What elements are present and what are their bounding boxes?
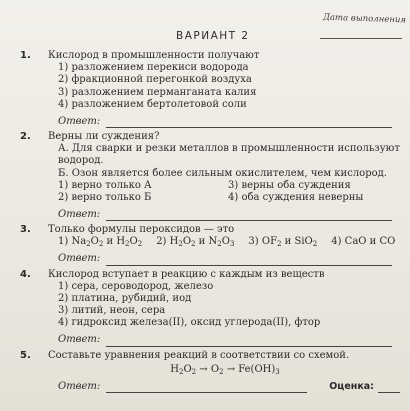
- question-number: 5.: [20, 349, 31, 361]
- answer-row: [58, 207, 400, 221]
- option: 3) $OF_2$ и SiO$_2$: [248, 236, 318, 249]
- question-4: [20, 269, 400, 347]
- statement-b: Б. Озон является более сильным окислителем, чем кислород.: [58, 167, 387, 179]
- answer-line[interactable]: [106, 255, 392, 266]
- option: 2) $H_2O_2$ и $N_2O_3$: [156, 236, 235, 249]
- question-text: Только формулы пероксидов — это: [48, 224, 235, 236]
- question-1: [20, 50, 400, 128]
- option: 1) $Na_2O_2$ и $H_2O_2$: [58, 236, 143, 249]
- option: 4) CaO и CO: [331, 236, 396, 248]
- question-number: 4.: [20, 268, 31, 280]
- option: 3) верны оба суждения: [228, 179, 351, 191]
- answer-row: [58, 333, 400, 347]
- question-text: Кислород в промышленности получают: [48, 50, 260, 61]
- option: 4) гидроксид железа(II), оксид углерода(II), фтор: [58, 317, 321, 329]
- options-row: [58, 236, 400, 248]
- variant-title: ВАРИАНТ 2: [176, 30, 250, 42]
- option: 4) оба суждения неверны: [228, 192, 364, 204]
- question-text: Составьте уравнения реакций в соответствии со схемой.: [48, 349, 350, 361]
- answer-line[interactable]: [106, 382, 307, 393]
- grade-label: Оценка:: [329, 380, 374, 392]
- statement-a: А. Для сварки и резки металлов в промышленности используют водород.: [58, 143, 400, 167]
- option: 3) разложением перманганата калия: [58, 86, 257, 98]
- question-3: [20, 224, 400, 265]
- date-line: [320, 38, 402, 39]
- answer-label: Ответ:: [58, 334, 101, 346]
- answer-line[interactable]: [106, 336, 392, 347]
- answer-row: [58, 379, 400, 393]
- option: 4) разложением бертолетовой соли: [58, 98, 247, 110]
- question-5: [20, 350, 400, 393]
- answer-row: [58, 252, 400, 266]
- option: 1) разложением перекиси водорода: [58, 62, 249, 74]
- grade-line[interactable]: [378, 382, 400, 393]
- answer-label: Ответ:: [58, 380, 101, 392]
- option: 1) сера, сероводород, железо: [58, 280, 214, 292]
- question-text: Верны ли суждения?: [48, 131, 160, 143]
- answer-label: Ответ:: [58, 115, 101, 127]
- options-list: [58, 62, 400, 111]
- date-label: Дата выполнения: [322, 12, 407, 26]
- options-grid: [58, 180, 400, 204]
- reaction-scheme: $H_2O_2 \to O_2 \to Fe(OH)_3$: [170, 363, 280, 376]
- statements: [58, 143, 400, 180]
- question-number: 2.: [20, 131, 31, 143]
- answer-label: Ответ:: [58, 209, 101, 221]
- option: 2) платина, рубидий, иод: [58, 293, 192, 305]
- answer-line[interactable]: [106, 117, 392, 128]
- options-list: [58, 281, 400, 330]
- option: 2) фракционной перегонкой воздуха: [58, 74, 252, 86]
- option: 1) верно только А: [58, 179, 152, 191]
- option: 2) верно только Б: [58, 192, 152, 204]
- option: 3) литий, неон, сера: [58, 305, 166, 317]
- question-text: Кислород вступает в реакцию с каждым из веществ: [48, 268, 325, 280]
- question-2: [20, 131, 400, 221]
- answer-row: [58, 114, 400, 128]
- question-number: 1.: [20, 50, 31, 61]
- questions: [20, 50, 400, 396]
- question-number: 3.: [20, 224, 31, 236]
- answer-label: Ответ:: [58, 253, 101, 265]
- answer-line[interactable]: [106, 210, 392, 221]
